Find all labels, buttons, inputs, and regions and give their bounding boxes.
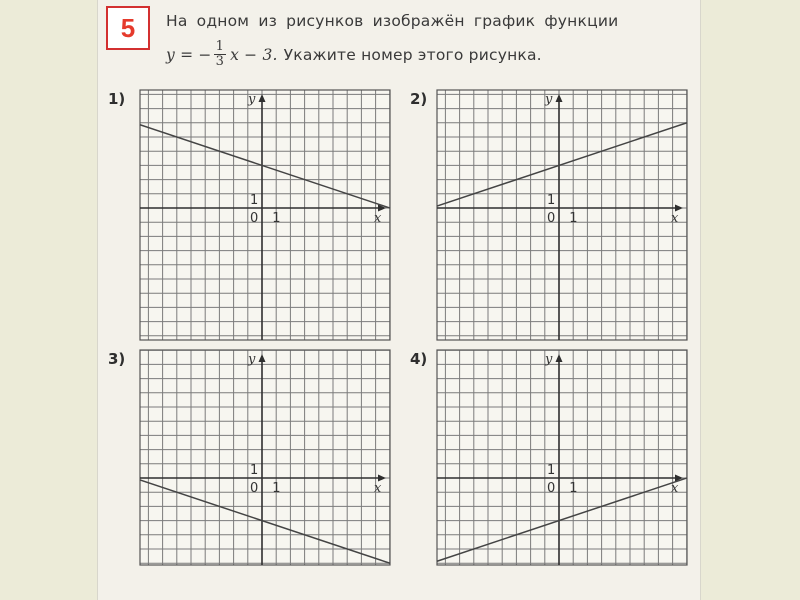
panel-label-4: 4)	[410, 350, 428, 368]
unit-y-label: 1	[547, 462, 556, 478]
panel-label-3: 3)	[108, 350, 126, 368]
formula-denominator: 3	[215, 54, 225, 69]
x-axis-label: x	[374, 211, 382, 226]
x-axis-label: x	[671, 481, 679, 496]
panel-label-2: 2)	[410, 90, 428, 108]
y-axis-label: y	[545, 92, 553, 107]
origin-label: 0	[250, 211, 259, 226]
unit-x-label: 1	[272, 211, 281, 226]
unit-x-label: 1	[569, 481, 578, 496]
y-axis-label: y	[248, 92, 256, 107]
graph-panel-2	[437, 90, 687, 340]
panel-label-1: 1)	[108, 90, 126, 108]
x-axis-label: x	[671, 211, 679, 226]
graph-panel-3	[140, 350, 390, 565]
origin-label: 0	[547, 211, 556, 226]
x-axis-label: x	[374, 481, 382, 496]
grid-background	[140, 350, 390, 565]
formula-prefix: y = −	[166, 45, 212, 64]
formula-fraction	[214, 40, 226, 69]
task-text-line2	[166, 40, 542, 69]
formula-numerator: 1	[215, 39, 225, 54]
task-question: Укажите номер этого рисунка.	[283, 45, 542, 64]
y-axis-label: y	[248, 352, 256, 367]
grid-background	[140, 90, 390, 340]
unit-y-label: 1	[250, 192, 259, 208]
task-number-badge: 5	[106, 6, 150, 50]
grid-background	[437, 350, 687, 565]
unit-x-label: 1	[569, 211, 578, 226]
graph-panel-1	[140, 90, 390, 340]
formula-suffix: x − 3.	[230, 45, 278, 64]
unit-x-label: 1	[272, 481, 281, 496]
graph-panel-4	[437, 350, 687, 565]
origin-label: 0	[250, 481, 259, 496]
grid-background	[437, 90, 687, 340]
unit-y-label: 1	[250, 462, 259, 478]
origin-label: 0	[547, 481, 556, 496]
task-text-line1: На одном из рисунков изображён график функции	[166, 12, 619, 30]
y-axis-label: y	[545, 352, 553, 367]
unit-y-label: 1	[547, 192, 556, 208]
